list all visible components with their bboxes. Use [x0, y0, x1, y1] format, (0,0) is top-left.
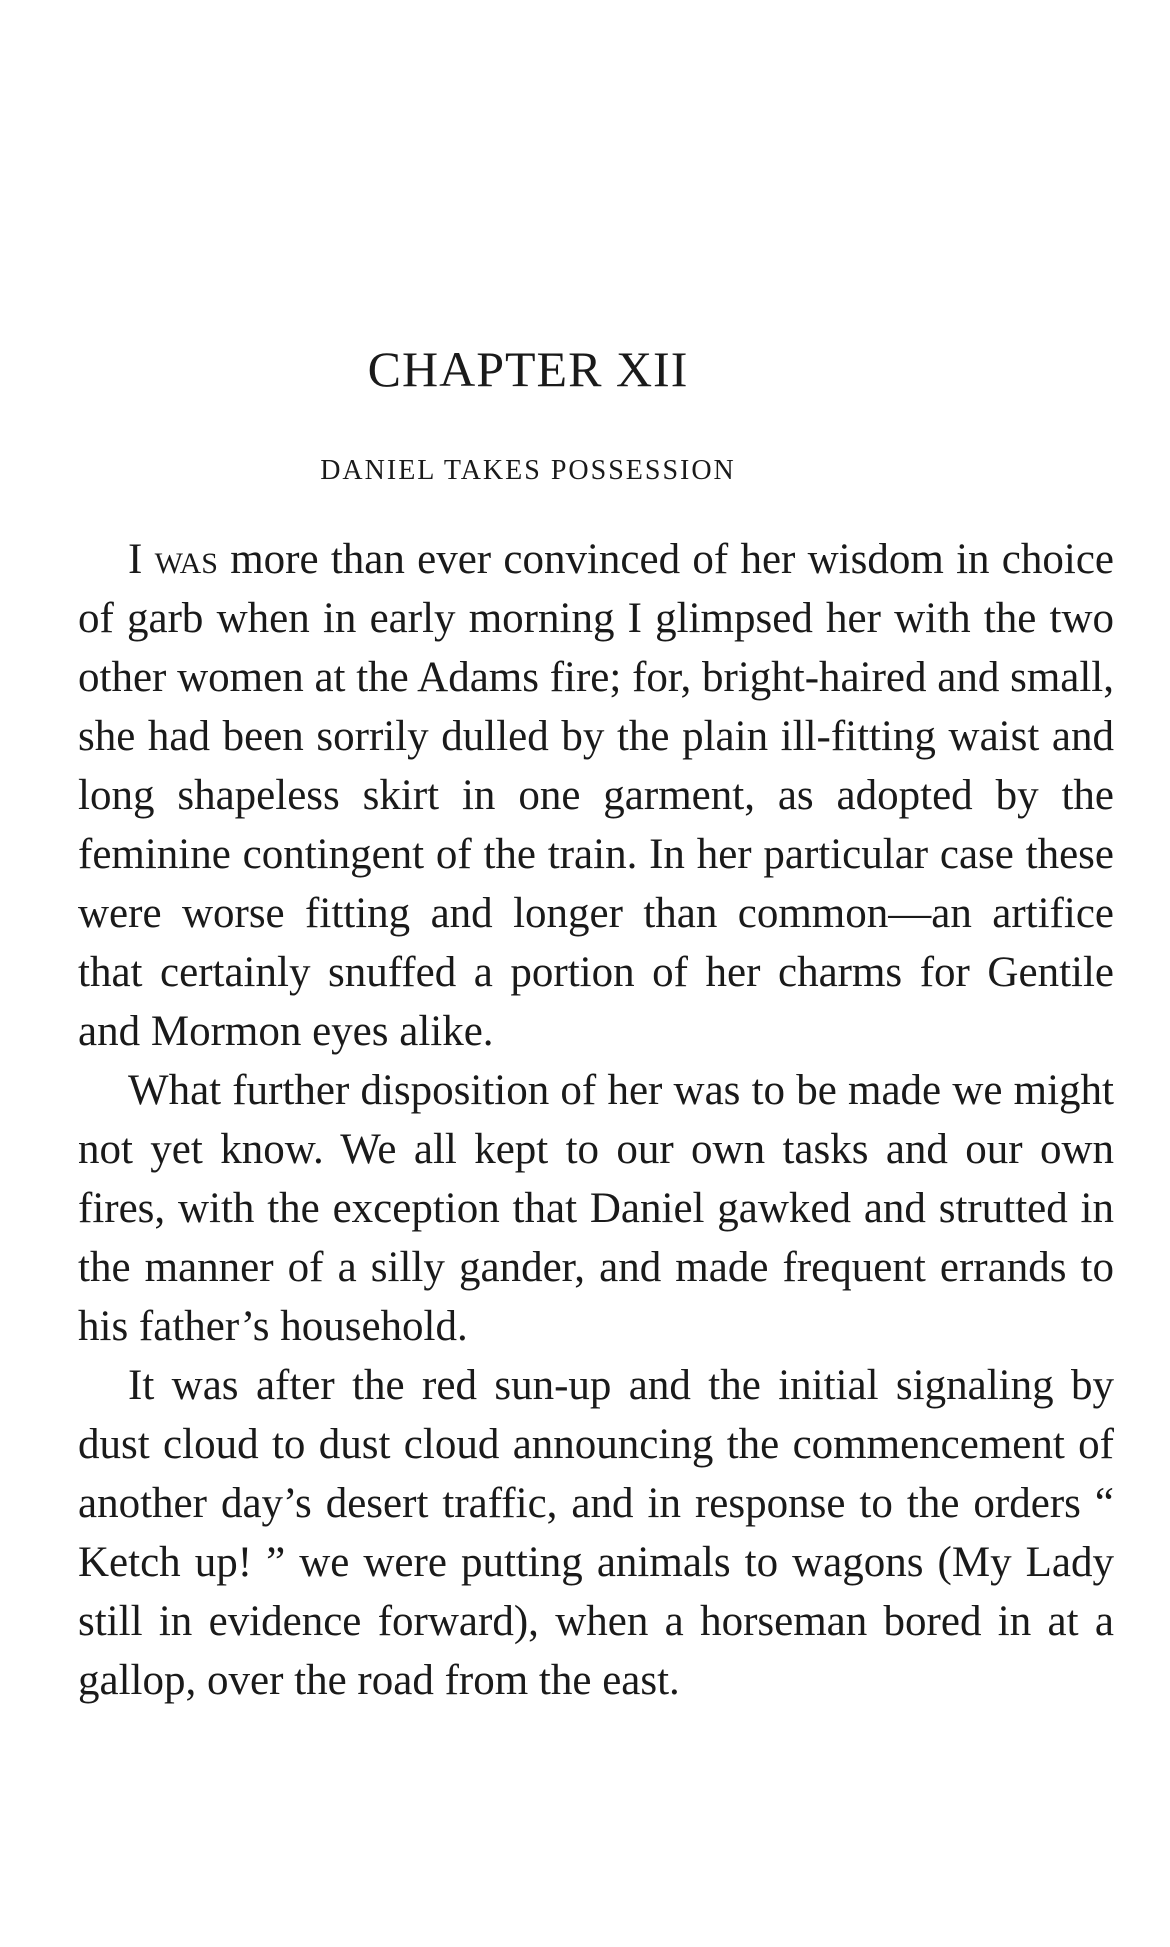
paragraph-lead: I was — [128, 536, 218, 583]
paragraph-text: more than ever convinced of her wisdom in choice of garb when in early morning I glimpsed her with the two other women at the Adams fire; for, bright-haired and small, she had been sorrily dulled by the plain ill-fitting waist and long shapeless skirt in one garment, as adopted by the feminine contingent of the train. In her particular case these were worse fitting and longer than common—an artifice that certainly snuffed a portion of her charms for Gentile and Mormon eyes alike. — [78, 536, 1114, 1055]
paragraph-2 — [78, 1061, 1114, 1356]
chapter-title: CHAPTER XII — [367, 341, 689, 397]
paragraph-text: What further disposition of her was to be made we might not yet know. We all kept to our own tasks and our own fires, with the exception that Daniel gawked and strutted in the manner of a silly gander, and made frequent errands to his father’s household. — [78, 1067, 1114, 1350]
paragraph-text: It was after the red sun-up and the initial signaling by dust cloud to dust cloud announcing the commencement of another day’s desert traffic, and in response to the orders “ Ketch up! ” we were putting animals to wagons (My Lady still in evidence forward), when a horseman bored in at a gallop, over the road from the east. — [78, 1362, 1114, 1704]
paragraph-3 — [78, 1356, 1114, 1710]
chapter-subtitle: DANIEL TAKES POSSESSION — [320, 455, 736, 486]
chapter-body — [78, 530, 1114, 1710]
paragraph-1 — [78, 530, 1114, 1061]
